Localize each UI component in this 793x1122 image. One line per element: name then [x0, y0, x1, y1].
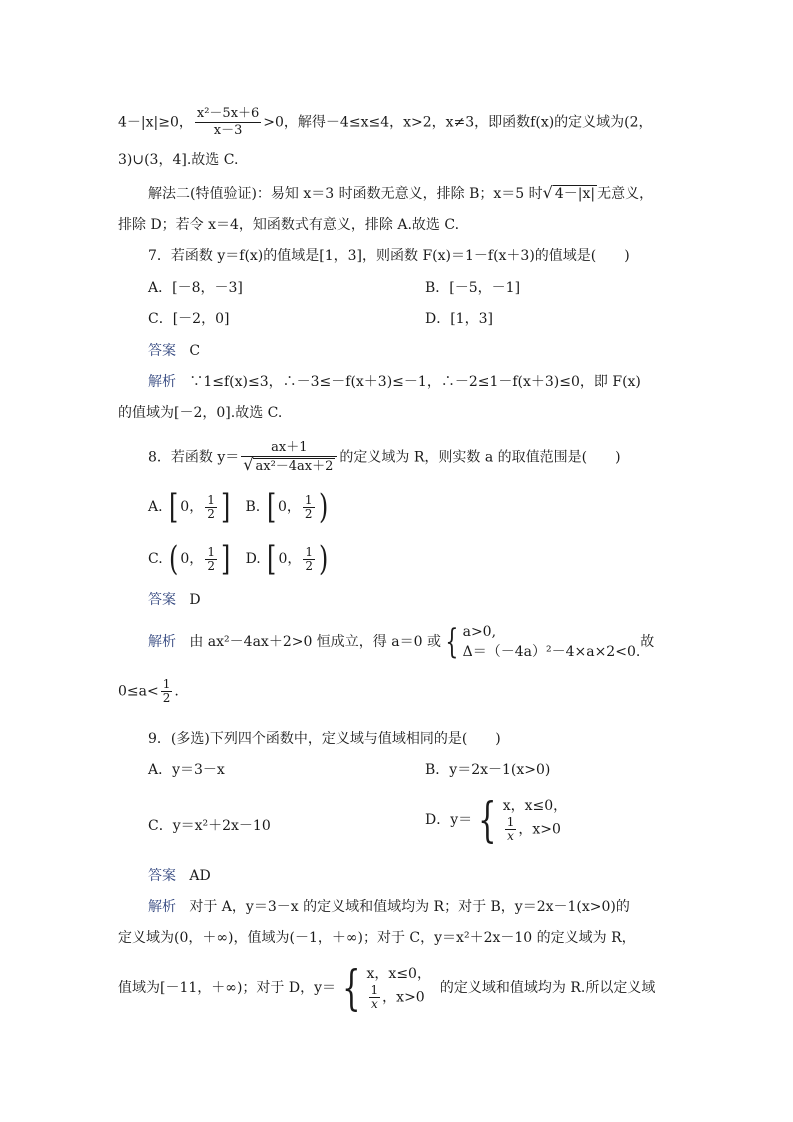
fraction-numerator: 1	[304, 492, 313, 507]
q7-answer	[148, 341, 200, 361]
answer-value: D	[189, 592, 201, 608]
interval: [ 0， $\frac{1}{2}$ )	[266, 487, 328, 527]
analysis-label: 解析	[148, 374, 176, 390]
text: 4－|x|≥0，	[118, 114, 193, 131]
interval: [ 0， $\frac{1}{2}$ ]	[169, 487, 231, 527]
sqrt-sign: √	[243, 455, 254, 474]
case-system	[463, 622, 641, 662]
left-brace: {	[445, 622, 459, 662]
q8-analysis	[148, 622, 654, 662]
question-9: 9．(多选)下列四个函数中，定义域与值域相同的是( )	[148, 731, 501, 747]
option-letter: B.	[245, 499, 261, 515]
case-line: x，x≤0，	[366, 966, 431, 982]
q8-option-a	[148, 487, 330, 527]
sqrt-sign: √	[542, 183, 553, 202]
answer-value: C	[189, 343, 201, 359]
option-letter: D.	[245, 551, 261, 567]
q7-analysis	[148, 372, 641, 392]
solution-line-4: 排除 D；若令 x＝4，知函数式有意义，排除 A.故选 C.	[118, 217, 460, 233]
text: >0，解得－4≤x≤4，x>2，x≠3，即函数f(x)的定义域为(2，	[263, 114, 653, 131]
option-letter: A.	[148, 499, 163, 515]
fraction-denominator: 2	[162, 691, 171, 705]
fraction	[195, 106, 261, 139]
text: 故	[640, 634, 655, 650]
interval-start: 0，	[277, 499, 301, 515]
q7-option-d: D．[1，3]	[425, 311, 493, 327]
text: 0≤a<	[118, 683, 159, 700]
interval-start: 0，	[278, 551, 302, 567]
answer-label: 答案	[148, 343, 176, 359]
q9-analysis	[148, 897, 630, 917]
q7-option-a: A．[－8，－3]	[148, 280, 243, 296]
text: 值域为[－11，＋∞)；对于 D，y＝	[118, 979, 336, 996]
q7-option-c: C．[－2，0]	[148, 311, 230, 327]
fraction-numerator: 1	[506, 815, 515, 829]
text: ∵1≤f(x)≤3，∴－3≤－f(x＋3)≤－1，∴－2≤1－f(x＋3)≤0，即 F(x)	[189, 374, 641, 390]
q7-analysis-line-2: 的值域为[－2，0].故选 C.	[118, 405, 283, 421]
fraction-denominator: x	[507, 829, 514, 843]
fraction-denominator: 2	[305, 558, 314, 573]
text: 8．若函数 y＝	[148, 449, 240, 466]
case-line: a>0,	[462, 624, 497, 640]
fraction-numerator: 1	[207, 492, 215, 507]
q9-option-d	[425, 791, 568, 848]
text: 的定义域为 R，则实数 a 的取值范围是( )	[339, 449, 621, 466]
q8-option-c	[148, 539, 330, 579]
q7-option-b: B．[－5，－1]	[425, 280, 521, 296]
case-line	[367, 984, 431, 1011]
fraction	[241, 440, 337, 475]
text: 由 ax²－4ax＋2>0 恒成立，得 a＝0 或	[189, 634, 441, 650]
case-line: Δ＝（－4a）²－4×a×2<0.	[462, 644, 641, 660]
interval: ( 0， $\frac{1}{2}$ ]	[169, 539, 231, 579]
fraction-denominator	[241, 457, 337, 475]
text: 对于 A，y＝3－x 的定义域和值域均为 R；对于 B，y＝2x－1(x>0)的	[189, 899, 630, 915]
q9-analysis-line-3	[118, 959, 656, 1016]
fraction-numerator: ax＋1	[241, 440, 337, 457]
q9-analysis-line-2: 定义域为(0，＋∞)，值域为(－1，＋∞)；对于 C，y＝x²＋2x－10 的定义域为 R，	[118, 930, 636, 946]
q9-option-a: A．y＝3－x	[148, 762, 225, 778]
text: 的定义域和值域均为 R.所以定义域	[439, 979, 656, 996]
fraction-denominator: x－3	[213, 123, 243, 138]
fraction	[161, 678, 173, 705]
left-brace: {	[342, 959, 361, 1016]
left-brace: {	[478, 791, 497, 848]
sqrt-radicand: ax²－4ax＋2	[255, 459, 334, 474]
fraction-numerator: 1	[162, 677, 171, 691]
piecewise-cases	[503, 796, 567, 843]
q9-option-b: B．y＝2x－1(x>0)	[425, 762, 551, 778]
fraction-numerator: x²－5x＋6	[196, 106, 260, 121]
fraction-numerator: 1	[207, 544, 215, 559]
analysis-label: 解析	[148, 899, 176, 915]
piecewise-cases	[367, 964, 431, 1011]
fraction-denominator: 2	[304, 506, 313, 521]
q8-answer	[148, 590, 201, 610]
case-condition: ，x>0	[382, 989, 425, 1006]
question-8	[148, 440, 621, 475]
fraction-numerator: 1	[370, 983, 379, 997]
sqrt-radicand: 4－|x|	[554, 186, 596, 202]
interval: [ 0， $\frac{1}{2}$ )	[267, 539, 329, 579]
solution-method-two	[148, 183, 653, 204]
interval-start: 0，	[180, 499, 204, 515]
interval-start: 0，	[180, 551, 204, 567]
fraction-numerator: 1	[305, 544, 314, 559]
text: 解法二(特值验证)：易知 x＝3 时函数无意义，排除 B；x＝5 时	[148, 186, 543, 202]
q9-answer	[148, 866, 211, 886]
solution-line-1	[118, 106, 653, 139]
answer-label: 答案	[148, 592, 176, 608]
text: 无意义，	[597, 186, 654, 202]
answer-value: AD	[189, 868, 211, 884]
case-line	[503, 816, 567, 843]
fraction-denominator: 2	[207, 506, 215, 521]
question-7: 7．若函数 y＝f(x)的值域是[1，3]，则函数 F(x)＝1－f(x＋3)的值域是( )	[148, 248, 630, 264]
solution-line-2: 3)∪(3，4].故选 C.	[118, 152, 239, 168]
case-condition: ，x>0	[518, 821, 561, 838]
q8-analysis-line-2: 0≤a< $\frac{1}{2}$ .	[118, 677, 179, 705]
text: D．y＝	[425, 811, 473, 828]
fraction-denominator: x	[370, 997, 378, 1011]
option-letter: C.	[148, 551, 163, 567]
analysis-label: 解析	[148, 634, 176, 650]
case-line: x，x≤0，	[502, 798, 568, 814]
fraction-denominator: 2	[207, 558, 215, 573]
answer-label: 答案	[148, 868, 176, 884]
q9-option-c: C．y＝x²＋2x－10	[148, 818, 271, 834]
